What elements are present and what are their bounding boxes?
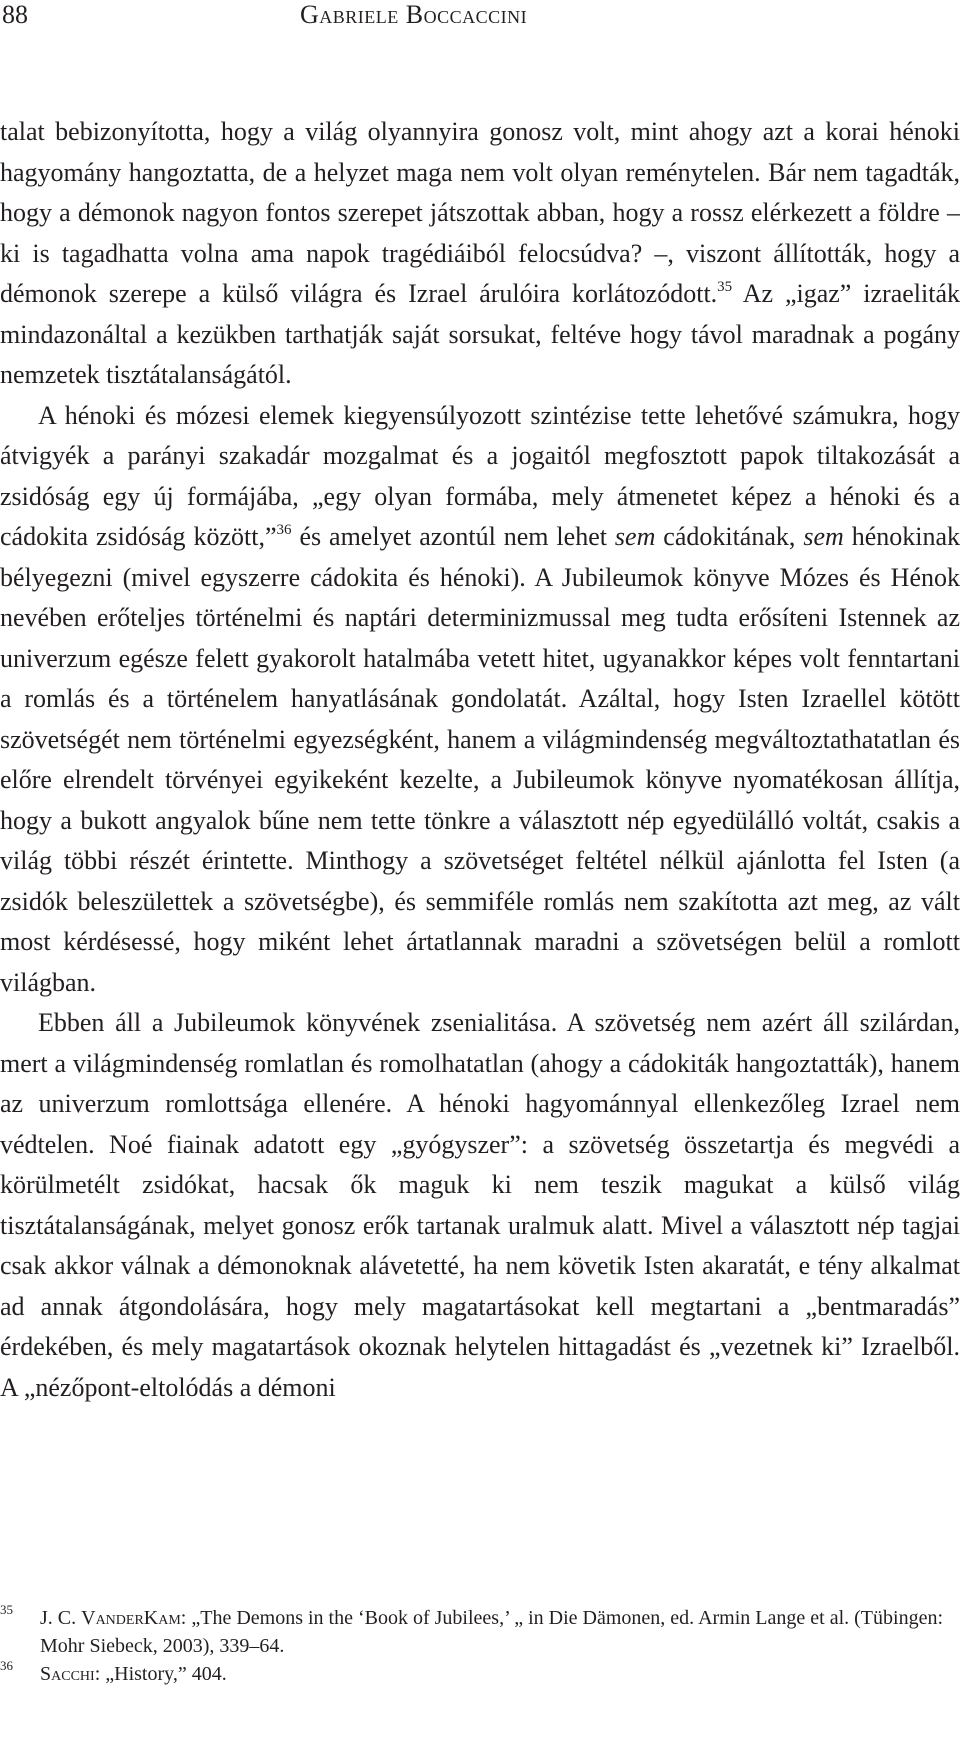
emphasis-sem-1: sem: [614, 522, 656, 551]
emphasis-sem-2: sem: [803, 522, 844, 551]
footnote-text: : „The Demons in the ‘Book of Jubilees,’ „ in Die Dämonen, ed. Armin Lange et al. (Tübingen: Mohr Siebeck, 2003), 339–64.: [40, 1607, 944, 1657]
paragraph-2: [0, 396, 960, 1004]
footnote-text: J. C.: [40, 1607, 82, 1629]
footnote-36: [0, 1660, 960, 1688]
footnote-35: [0, 1604, 960, 1660]
running-head: Gabriele Boccaccini: [300, 0, 528, 29]
paragraph-1-text-a: talat bebizonyította, hogy a világ olyannyira gonosz volt, mint ahogy azt a korai hénoki hagyomány hangoztatta, de a helyzet maga nem volt olyan reménytelen. Bár nem tagadták, hogy a démonok nagyon fontos szerepet játszottak abban, hogy a rossz elérkezett a földre – ki is tagadhatta volna ama napok tragédiáiból felocsúdva? –, viszont állították, hogy a démonok szerepe a külső világra és Izrael árulóira korlátozódott.: [0, 117, 960, 308]
paragraph-2-text-a: A hénoki és mózesi elemek kiegyensúlyozott szintézise tette lehetővé számukra, hogy átvigyék a parányi szakadár mozgalmat és a jogaitól megfosztott papok tiltakozását a zsidóság egy új formájába, „egy olyan formába, mely átmenetet képez a hénoki és a cádokita zsidóság között,”: [0, 400, 960, 551]
paragraph-3-text: Ebben áll a Jubileumok könyvének zsenialitása. A szövetség nem azért áll szilárdan, mert a világmindenség romlatlan és romolhatatlan (ahogy a cádokiták hangoztatták), hanem az univerzum romlottsága ellenére. A hénoki hagyománnyal ellenkezőleg Izrael nem védtelen. Noé fiainak adatott egy „gyógyszer”: a szövetség összetartja és megvédi a körülmetélt zsidókat, hacsak ők maguk ki nem teszik magukat a külső világ tisztátalanságának, melyet gonosz erők tartanak uralmuk alatt. Mivel a választott nép tagjai csak akkor válnak a démonoknak alávetetté, ha nem követik Isten akaratát, e tény alkalmat ad annak átgondolására, hogy mely magatartásokat kell megtartani a „bentmaradás” érdekében, és mely magatartások okoznak helytelen hittagadást és „vezetnek ki” Izraelből. A „nézőpont-eltolódás a démoni: [0, 1008, 960, 1402]
footnotes: [0, 1604, 960, 1688]
footnote-number: 36: [0, 1658, 13, 1673]
footnote-author: Sacchi: [40, 1663, 95, 1685]
footnote-ref-36: 36: [276, 522, 292, 538]
footnote-ref-35: 35: [717, 279, 733, 295]
page-header: [0, 0, 960, 40]
paragraph-1-text-b: Az „igaz” izraeliták mindazonáltal a kezükben tarthatják saját sorsukat, feltéve hogy távol maradnak a pogány nemzetek tisztátalanságától.: [0, 279, 960, 389]
body-text: [0, 112, 960, 1452]
paragraph-3: [0, 1003, 960, 1408]
page-number: 88: [2, 0, 28, 29]
paragraph-2-text-b: és amelyet azontúl nem lehet: [291, 522, 615, 551]
paragraph-2-text-c: cádokitának,: [655, 522, 804, 551]
paragraph-2-text-d: hénokinak bélyegezni (mivel egyszerre cádokita és hénoki). A Jubileumok könyve Mózes és Hénok nevében erőteljes történelmi és naptári determinizmussal meg tudta erősíteni Istennek az univerzum egésze felett gyakorolt hatalmába vetett hitet, ugyanakkor képes volt fenntartani a romlás és a történelem hanyatlásának gondolatát. Azáltal, hogy Isten Izraellel kötött szövetségét nem történelmi egyezségként, hanem a világmindenség megváltoztathatatlan és előre elrendelt törvényei egyikeként kezelte, a Jubileumok könyve nyomatékosan állítja, hogy a bukott angyalok bűne nem tette tönkre a választott nép egyedülálló voltát, csakis a világ többi részét érintette. Minthogy a szövetséget feltétel nélkül ajánlotta fel Isten (a zsidók beleszülettek a szövetségbe), és semmiféle romlás nem szakította azt meg, az vált most kérdésessé, hogy miként lehet ártatlannak maradni a szövetségen belül a romlott világban.: [0, 522, 960, 997]
footnote-author: VanderKam: [81, 1607, 181, 1629]
footnote-text: : „History,” 404.: [94, 1663, 227, 1685]
paragraph-1: [0, 112, 960, 396]
footnote-number: 35: [0, 1602, 13, 1617]
